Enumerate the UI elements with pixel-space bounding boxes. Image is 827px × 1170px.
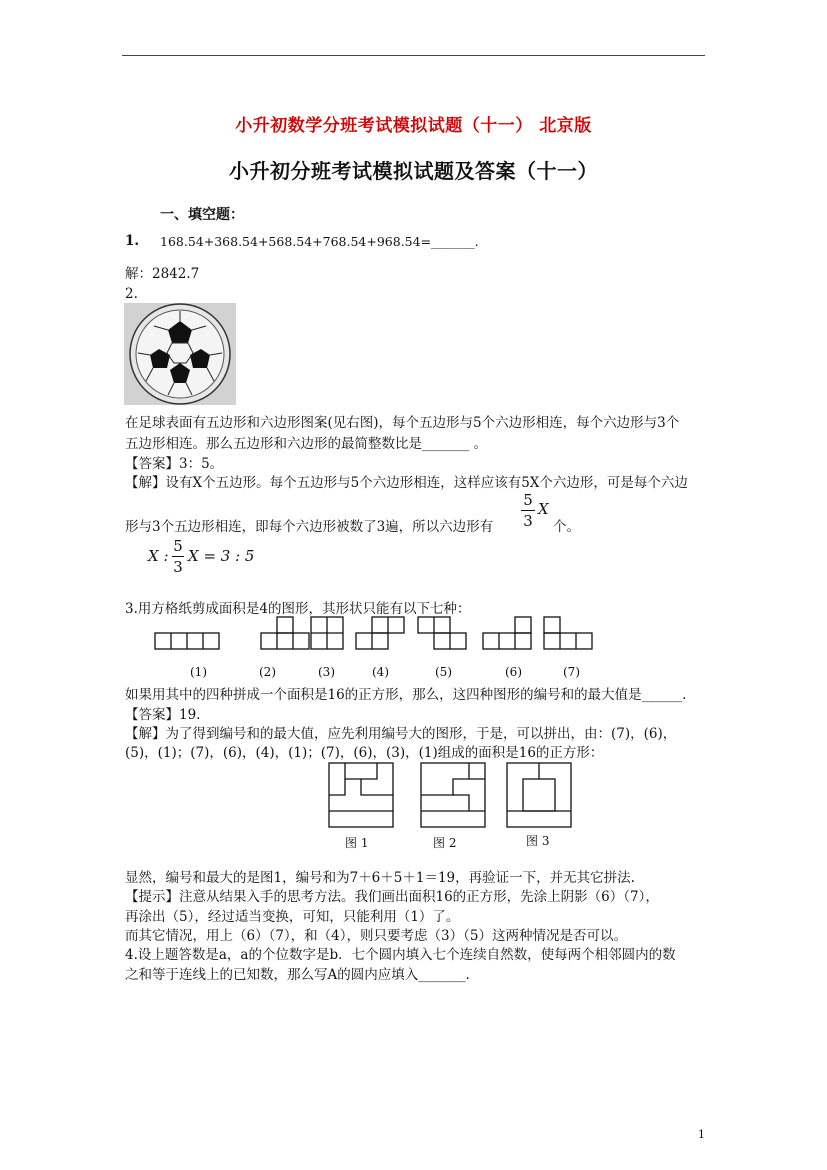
q1-solution: 解：2842.7 xyxy=(125,266,200,282)
shape-4 xyxy=(356,617,404,649)
shape-6 xyxy=(483,617,531,649)
shape-label-5: (5) xyxy=(435,665,452,679)
shape-label-1: (1) xyxy=(190,665,207,679)
fraction-numerator: 5 xyxy=(523,491,533,509)
square-solutions xyxy=(327,760,577,832)
q1-number: 1. xyxy=(125,233,140,249)
ratio-numerator: 5 xyxy=(173,537,183,555)
shape-label-2: (2) xyxy=(259,665,276,679)
shape-2 xyxy=(261,617,309,649)
figure-1 xyxy=(329,763,393,827)
q4-line2: 之和等于连线上的已知数，那么写A的圆内应填入_______. xyxy=(125,967,470,983)
shape-3 xyxy=(311,617,343,649)
shape-7 xyxy=(544,617,592,649)
q3-question: 如果用其中的四种拼成一个面积是16的正方形，那么，这四种图形的编号和的最大值是______. xyxy=(125,687,687,703)
ratio-fraction xyxy=(172,537,184,576)
figure-2 xyxy=(421,763,485,827)
figure-label-2: 图 2 xyxy=(433,836,457,850)
q3-hint-line3: 而其它情况，用上（6）（7），和（4），则只要考虑（3）（5）这两种情况是否可以。 xyxy=(125,928,627,944)
q3-conclusion: 显然，编号和最大的是图1，编号和为7＋6＋5＋1＝19，再验证一下，并无其它拼法. xyxy=(125,870,635,886)
q3-answer: 【答案】19. xyxy=(125,707,201,723)
shape-1 xyxy=(155,633,219,649)
fraction-denominator: 3 xyxy=(523,512,533,530)
page-title-red: 小升初数学分班考试模拟试题（十一） 北京版 xyxy=(235,116,592,136)
shape-5 xyxy=(418,617,466,649)
q2-text-line2: 五边形相连。那么五边形和六边形的最简整数比是_______ 。 xyxy=(125,436,488,452)
q2-explanation-line1: 【解】设有X个五边形。每个五边形与5个六边形相连，这样应该有5X个六边形，可是每个六边 xyxy=(125,475,688,491)
soccer-ball-icon xyxy=(124,303,236,405)
fraction-bar xyxy=(521,510,535,511)
q2-explanation-line2b: 个。 xyxy=(553,519,580,535)
q3-explanation-line2: (5)，(1)；(7)，(6)，(4)，(1)；(7)，(6)，(3)，(1)组成的面积是16的正方形： xyxy=(125,745,604,761)
fraction-variable: X xyxy=(538,500,549,518)
shape-label-7: (7) xyxy=(563,665,580,679)
q3-explanation-line1: 【解】为了得到编号和的最大值，应先利用编号大的图形，于是，可以拼出，由：(7)，(6)， xyxy=(125,726,677,742)
shape-label-3: (3) xyxy=(318,665,335,679)
page-title: 小升初分班考试模拟试题及答案（十一） xyxy=(229,159,598,183)
shape-label-6: (6) xyxy=(505,665,522,679)
q2-number: 2. xyxy=(125,286,138,302)
q2-text-line1: 在足球表面有五边形和六边形图案(见右图)，每个五边形与5个六边形相连，每个六边形与3个 xyxy=(125,415,680,431)
q2-explanation-line2a: 形与3个五边形相连，即每个六边形被数了3遍，所以六边形有 xyxy=(125,519,494,535)
q3-text: 3.用方格纸剪成面积是4的图形，其形状只能有以下七种： xyxy=(125,601,471,617)
section-heading: 一、填空题： xyxy=(160,207,244,223)
ratio-denominator: 3 xyxy=(173,558,183,576)
q1-expression: 168.54+368.54+568.54+768.54+968.54=_______. xyxy=(160,234,479,249)
q3-hint-line1: 【提示】注意从结果入手的思考方法。我们画出面积16的正方形，先涂上阴影（6）（7）， xyxy=(125,889,659,905)
shape-label-4: (4) xyxy=(372,665,389,679)
ratio-bar xyxy=(172,556,184,557)
page-number: 1 xyxy=(698,1128,705,1141)
figure-3 xyxy=(507,763,571,827)
figure-label-1: 图 1 xyxy=(345,836,369,850)
header-rule xyxy=(122,55,705,56)
ratio-right: X = 3 : 5 xyxy=(188,547,255,565)
q2-fraction xyxy=(521,491,535,530)
q3-hint-line2: 再涂出（5），经过适当变换，可知，只能利用（1）了。 xyxy=(125,909,460,925)
figure-label-3: 图 3 xyxy=(526,834,550,848)
q2-answer: 【答案】3：5。 xyxy=(125,456,224,472)
q4-line1: 4.设上题答数是a，a的个位数字是b．七个圆内填入七个连续自然数，使每两个相邻圆内的数 xyxy=(125,947,676,963)
ratio-left: X : xyxy=(148,547,169,565)
